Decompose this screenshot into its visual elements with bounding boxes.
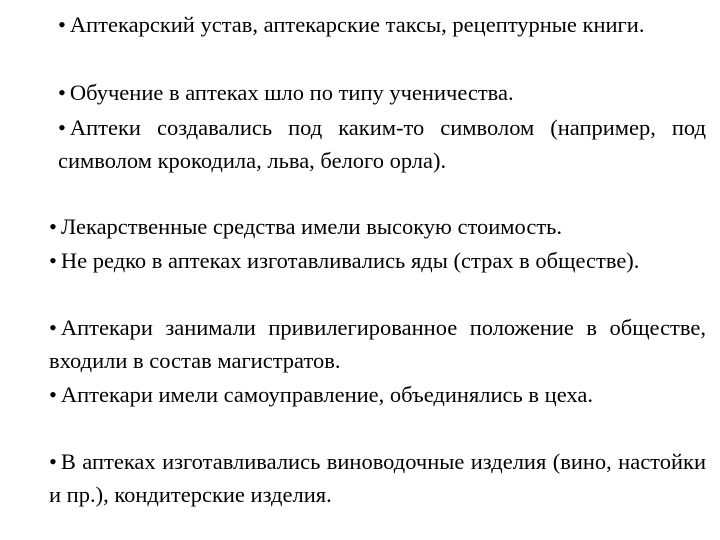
- bullet-text: Аптекари имели самоуправление, объединялись в цеха.: [60, 382, 593, 407]
- bullet-marker: •: [58, 80, 66, 105]
- bullet-text: Обучение в аптеках шло по типу ученичества.: [69, 80, 514, 105]
- bullet-marker: •: [49, 449, 57, 474]
- bullet-item-self-government: [49, 378, 706, 411]
- bullet-text: Аптекарский устав, аптекарские таксы, рецептурные книги.: [69, 12, 645, 37]
- bullet-item-high-cost: [49, 210, 706, 243]
- bullet-item-poisons: [49, 244, 706, 277]
- bullet-item-pharmacy-statute: [58, 8, 706, 41]
- bullet-item-privileged-position: [49, 311, 706, 377]
- bullet-marker: •: [49, 382, 57, 407]
- bullet-marker: •: [49, 248, 57, 273]
- bullet-marker: •: [58, 115, 66, 140]
- bullet-marker: •: [49, 315, 57, 340]
- bullet-item-wine-confectionery: [49, 445, 706, 511]
- bullet-marker: •: [49, 214, 57, 239]
- bullet-text: Лекарственные средства имели высокую стоимость.: [60, 214, 563, 239]
- bullet-item-pharmacy-symbols: [58, 111, 706, 177]
- bullet-item-apprenticeship: [58, 76, 706, 109]
- bullet-text: Аптекари занимали привилегированное положение в обществе, входили в состав магистратов.: [49, 315, 706, 373]
- bullet-marker: •: [58, 12, 66, 37]
- bullet-text: В аптеках изготавливались виноводочные изделия (вино, настойки и пр.), кондитерские изделия.: [49, 449, 706, 507]
- bullet-text: Не редко в аптеках изготавливались яды (страх в обществе).: [60, 248, 640, 273]
- bullet-text: Аптеки создавались под каким-то символом (например, под символом крокодила, льва, белого орла).: [58, 115, 706, 173]
